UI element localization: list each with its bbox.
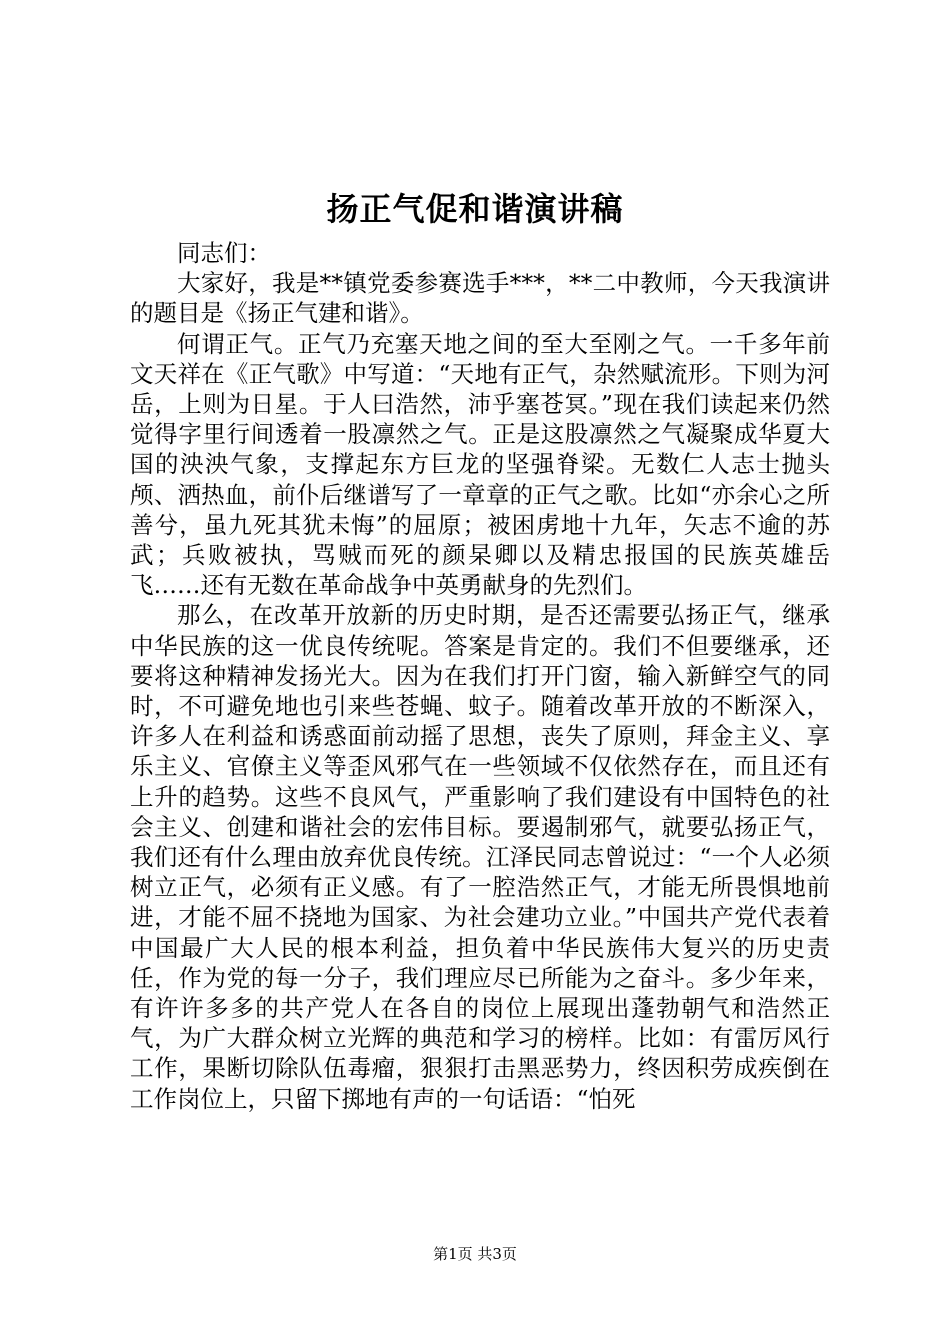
salutation-paragraph: 同志们： — [177, 239, 271, 267]
document-body — [130, 238, 830, 1114]
body-paragraph: 何谓正气。正气乃充塞天地之间的至大至刚之气。一千多年前文天祥在《正气歌》中写道：“天地有正气，杂然赋流形。下则为河岳，上则为日星。于人曰浩然，沛乎塞苍冥。”现在我们读起来仍然觉得字里行间透着一股凛然之气。正是这股凛然之气凝聚成华夏大国的泱泱气象，支撑起东方巨龙的坚强脊梁。无数仁人志士抛头颅、洒热血，前仆后继谱写了一章章的正气之歌。比如“亦余心之所善兮，虽九死其犹未悔”的屈原；被困虏地十九年，矢志不逾的苏武；兵败被执，骂贼而死的颜杲卿以及精忠报国的民族英雄岳飞……还有无数在革命战争中英勇献身的先烈们。 — [130, 329, 830, 600]
page-footer: 第1页 共3页 — [433, 1245, 517, 1263]
body-paragraph: 那么，在改革开放新的历史时期，是否还需要弘扬正气，继承中华民族的这一优良传统呢。答案是肯定的。我们不但要继承，还要将这种精神发扬光大。因为在我们打开门窗，输入新鲜空气的同时，不可避免地也引来些苍蝇、蚊子。随着改革开放的不断深入，许多人在利益和诱惑面前动摇了思想，丧失了原则，拜金主义、享乐主义、官僚主义等歪风邪气在一些领域不仅依然存在，而且还有上升的趋势。这些不良风气，严重影响了我们建设有中国特色的社会主义、创建和谐社会的宏伟目标。要遏制邪气，就要弘扬正气，我们还有什么理由放弃优良传统。江泽民同志曾说过：“一个人必须树立正气，必须有正义感。有了一腔浩然正气，才能无所畏惧地前进，才能不屈不挠地为国家、为社会建功立业。”中国共产党代表着中国最广大人民的根本利益，担负着中华民族伟大复兴的历史责任，作为党的每一分子，我们理应尽已所能为之奋斗。多少年来，有许许多多的共产党人在各自的岗位上展现出蓬勃朝气和浩然正气，为广大群众树立光辉的典范和学习的榜样。比如：有雷厉风行工作，果断切除队伍毒瘤，狠狠打击黑恶势力，终因积劳成疾倒在工作岗位上，只留下掷地有声的一句话语：“怕死 — [130, 601, 830, 1113]
document-title: 扬正气促和谐演讲稿 — [326, 190, 624, 228]
body-paragraph: 大家好，我是**镇党委参赛选手***，**二中教师，今天我演讲的题目是《扬正气建和谐》。 — [130, 269, 830, 328]
